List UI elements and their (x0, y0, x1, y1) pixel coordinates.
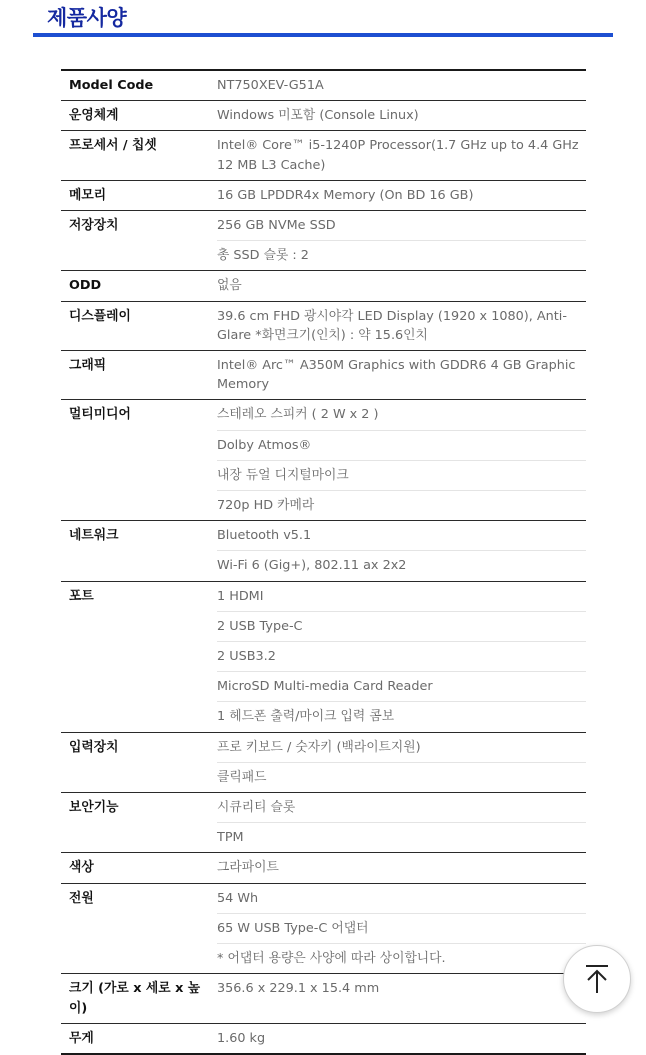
spec-label: 저장장치 (61, 211, 217, 271)
spec-value: NT750XEV-G51A (217, 78, 324, 93)
spec-row (61, 301, 586, 350)
spec-value: 프로 키보드 / 숫자키 (백라이트지원) (217, 732, 586, 762)
spec-value: 스테레오 스피커 ( 2 W x 2 ) (217, 400, 586, 430)
spec-row (61, 180, 586, 210)
spec-label: 색상 (61, 853, 217, 883)
spec-value: * 어댑터 용량은 사양에 따라 상이합니다. (217, 944, 586, 974)
spec-value: 39.6 cm FHD 광시야각 LED Display (1920 x 1080), Anti-Glare *화면크기(인치) : 약 15.6인치 (217, 301, 586, 350)
spec-value: 시큐리티 슬롯 (217, 793, 586, 823)
spec-value: 내장 듀얼 디지털마이크 (217, 460, 586, 490)
spec-value: 1 HDMI (217, 581, 586, 611)
spec-value: Bluetooth v5.1 (217, 521, 586, 551)
spec-row (61, 400, 586, 430)
spec-row (61, 1023, 586, 1054)
spec-value: 2 USB Type-C (217, 611, 586, 641)
spec-value: 그라파이트 (217, 853, 586, 883)
spec-row (61, 131, 586, 180)
arrow-up-icon (582, 963, 612, 995)
spec-value: 1 헤드폰 출력/마이크 입력 콤보 (217, 702, 586, 732)
spec-label: 멀티미디어 (61, 400, 217, 521)
spec-value: 16 GB LPDDR4x Memory (On BD 16 GB) (217, 180, 586, 210)
spec-label: 디스플레이 (61, 301, 217, 350)
spec-value: Intel® Core™ i5-1240P Processor(1.7 GHz up to 4.4 GHz 12 MB L3 Cache) (217, 131, 586, 180)
spec-label: 프로세서 / 칩셋 (61, 131, 217, 180)
spec-value: Dolby Atmos® (217, 430, 586, 460)
spec-value: 2 USB3.2 (217, 642, 586, 672)
spec-label: 전원 (61, 883, 217, 974)
spec-label: 운영체계 (61, 101, 217, 131)
spec-label: 크기 (가로 x 세로 x 높이) (61, 974, 217, 1023)
section-title: 제품사양 (47, 6, 127, 30)
spec-label: 입력장치 (61, 732, 217, 792)
title-underline (33, 33, 613, 37)
spec-label: 보안기능 (61, 793, 217, 853)
spec-row (61, 271, 586, 301)
spec-value: 256 GB NVMe SSD (217, 211, 586, 241)
spec-row (61, 853, 586, 883)
spec-row (61, 521, 586, 551)
spec-label: Model Code (69, 78, 154, 93)
spec-label: 메모리 (61, 180, 217, 210)
spec-row (61, 581, 586, 611)
spec-row (61, 974, 586, 1023)
spec-row (61, 211, 586, 241)
spec-label: ODD (61, 271, 217, 301)
spec-row (61, 351, 586, 400)
spec-row (61, 101, 586, 131)
spec-row (61, 70, 586, 101)
spec-value: 클릭패드 (217, 762, 586, 792)
spec-row (61, 732, 586, 762)
spec-table (61, 69, 586, 1055)
spec-value: Intel® Arc™ A350M Graphics with GDDR6 4 GB Graphic Memory (217, 351, 586, 400)
spec-value: Wi-Fi 6 (Gig+), 802.11 ax 2x2 (217, 551, 586, 581)
spec-value: 356.6 x 229.1 x 15.4 mm (217, 974, 586, 1023)
spec-label: 그래픽 (61, 351, 217, 400)
spec-value: 없음 (217, 271, 586, 301)
spec-label: 무게 (61, 1023, 217, 1054)
spec-value: Windows 미포함 (Console Linux) (217, 101, 586, 131)
spec-value: 54 Wh (217, 883, 586, 913)
spec-row (61, 793, 586, 823)
spec-value: 1.60 kg (217, 1023, 586, 1054)
spec-value: 총 SSD 슬롯 : 2 (217, 241, 586, 271)
spec-value: 65 W USB Type-C 어댑터 (217, 913, 586, 943)
spec-label: 네트워크 (61, 521, 217, 581)
spec-value: MicroSD Multi-media Card Reader (217, 672, 586, 702)
spec-value: TPM (217, 823, 586, 853)
spec-label: 포트 (61, 581, 217, 732)
scroll-to-top-button[interactable] (563, 945, 631, 1013)
spec-row (61, 883, 586, 913)
spec-value: 720p HD 카메라 (217, 491, 586, 521)
